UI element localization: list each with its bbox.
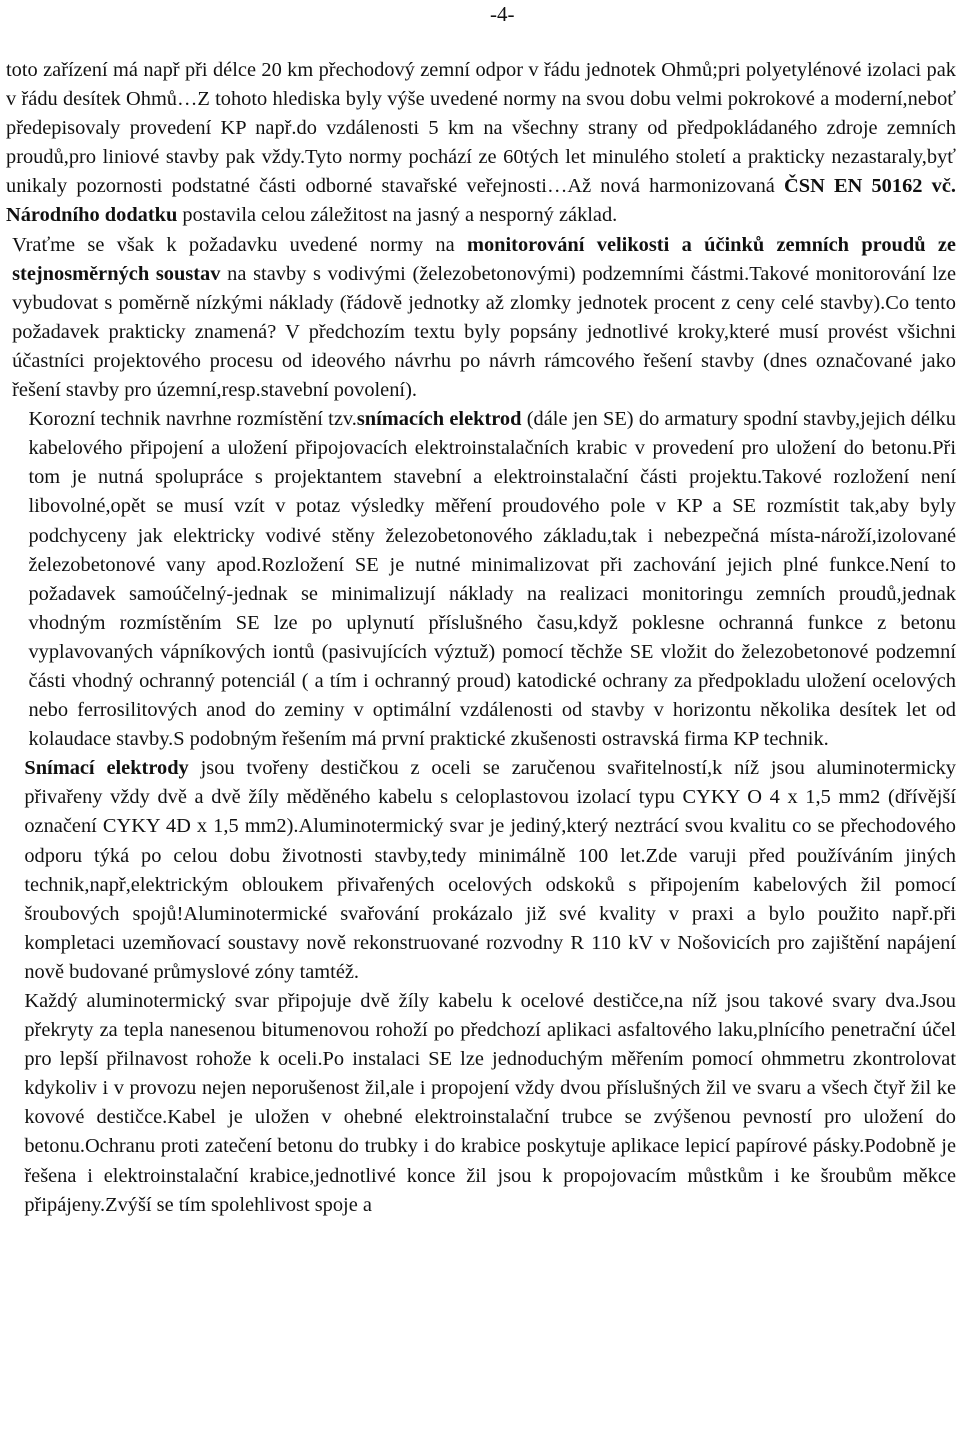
text-run: jsou tvořeny destičkou z oceli se zaručenou svařitelností,k níž jsou aluminotermicky přivařeny vždy dvě a dvě žíly měděného kabelu s celoplastovou izolací typu CYKY O 4 x 1,5 mm2 (dřívější označení CYKY 4D x 1,5 mm2).Aluminotermický svar je jediný,který neztrácí svou kvalitu co se přechodového odporu týká po celou dobu životnosti stavby,tedy minimálně 100 let.Zde varuji před používáním jiných technik,např,elektrickým obloukem přivařených ocelových odskoků s připojením kabelových žil pomocí šroubových spojů!Aluminotermické svařování prokázalo již své kvality v praxi a bylo použito např.při kompletaci uzemňovací soustavy nově rekonstruované rozvodny R 110 kV v Nošovicích pro zajištění napájení nově budované průmyslové zóny tamtéž. xyxy=(24,757,956,983)
bold-run: ČSN EN 50162 vč. Národního dodatku xyxy=(6,175,956,227)
page-number: -4- xyxy=(490,2,515,26)
text-run: Každý aluminotermický svar připojuje dvě žíly kabelu k ocelové destičce,na níž jsou takové svary dva.Jsou překryty za tepla nanesenou bitumenovou rohoží po předchozí aplikaci asfaltového laku,plnícího penetrační účel pro lepší přilnavost rohože k oceli.Po instalaci SE lze jednoduchým měřením pomocí ohmmetru zkontrolovat kdykoliv i v provozu nejen neporušenost žil,ale i propojení vždy dvou příslušných žil ve svaru a všech čtyř žil ke kovové destičce.Kabel je uložen v ohebné elektroinstalační trubce se zvýšenou pevností pro uložení do betonu.Ochranu proti zatečení betonu do trubky i do krabice poskytuje aplikace lepicí papírové pásky.Podobně je řešena i elektroinstalační krabice,jednotlivé konce žil jsou k propojovacím můstkům i ke šroubům měkce připájeny.Zvýší se tím spolehlivost spoje a xyxy=(24,990,956,1216)
text-run: (dále jen SE) do armatury spodní stavby,jejich délku kabelového připojení a uložení připojovacích elektroinstalačních krabic v provedení pro uložení do betonu.Při tom je nutná spolupráce s projektantem stavební a elektroinstalační části projektu.Takové rozložení není libovolné,opět se musí vzít v potaz výsledky měření proudového pole v KP a SE rozmístit tak,aby byly podchyceny jak elektricky vodivé stěny železobetonového základu,tak i nebezpečná místa-nároží,izolované železobetonové vany apod.Rozložení SE je nutné minimalizovat při zachování jejich plné funkce.Není to požadavek samoúčelný-jednak se minimalizují náklady na realizaci monitoringu zemních proudů,jednak vhodným rozmístěním SE lze po uplynutí příslušného času,když poklesne ochranná funkce z betonu vyplavovaných vápníkových iontů (pasivujících výztuž) pomocí těchže SE vložit do železobetonové podzemní části vhodný ochranný potenciál ( a tím i ochranný proud) katodické ochrany za předpokladu uložení ocelových nebo ferrosilitových anod do zeminy v optimální vzdálenosti od stavby v horizontu několika desítek let od kolaudace stavby.S podobným řešením má první praktické zkušenosti ostravská firma KP technik. xyxy=(28,408,956,751)
text-run: toto zařízení má např při délce 20 km přechodový zemní odpor v řádu jednotek Ohmů;pri polyetylénové izolaci pak v řádu desítek Ohmů…Z tohoto hlediska byly výše uvedené normy na svou dobu velmi pokrokové a moderní,neboť předepisovaly provedení KP např.do vzdálenosti 5 km na všechny strany od předpokládaného zdroje zemních proudů,pro liniové stavby pak vždy.Tyto normy pochází ze 60tých let minulého století a prakticky nezastaraly,byť unikaly pozornosti podstatné části odborné stavařské veřejnosti…Až nová harmonizovaná xyxy=(6,59,956,198)
bold-run: Snímací elektrody xyxy=(24,757,189,780)
document-body xyxy=(6,56,956,1220)
bold-run: snímacích elektrod xyxy=(356,408,522,431)
paragraph-3 xyxy=(6,405,956,754)
paragraph-1 xyxy=(6,56,956,231)
text-run: Vraťme se však k požadavku uvedené normy na xyxy=(12,233,467,256)
paragraph-5 xyxy=(6,987,956,1220)
text-run: na stavby s vodivými (železobetonovými) podzemními částmi.Takové monitorování lze vybudovat s poměrně nízkými náklady (řádově jednotky až zlomky jednotek procent z ceny celé stavby).Co tento požadavek prakticky znamená? V předchozím textu byly popsány jednotlivé kroky,které musí provést všichni účastníci projektového procesu od ideového návrhu po návrh rámcového řešení stavby (dnes označované jako řešení stavby pro územní,resp.stavební povolení). xyxy=(12,262,956,402)
paragraph-4 xyxy=(6,754,956,987)
text-run: postavila celou záležitost na jasný a nesporný základ. xyxy=(177,204,618,227)
text-run: Korozní technik navrhne rozmístění tzv. xyxy=(28,408,357,431)
bold-run: monitorování velikosti a účinků zemních proudů ze stejnosměrných soustav xyxy=(12,233,956,285)
paragraph-2 xyxy=(6,231,956,406)
